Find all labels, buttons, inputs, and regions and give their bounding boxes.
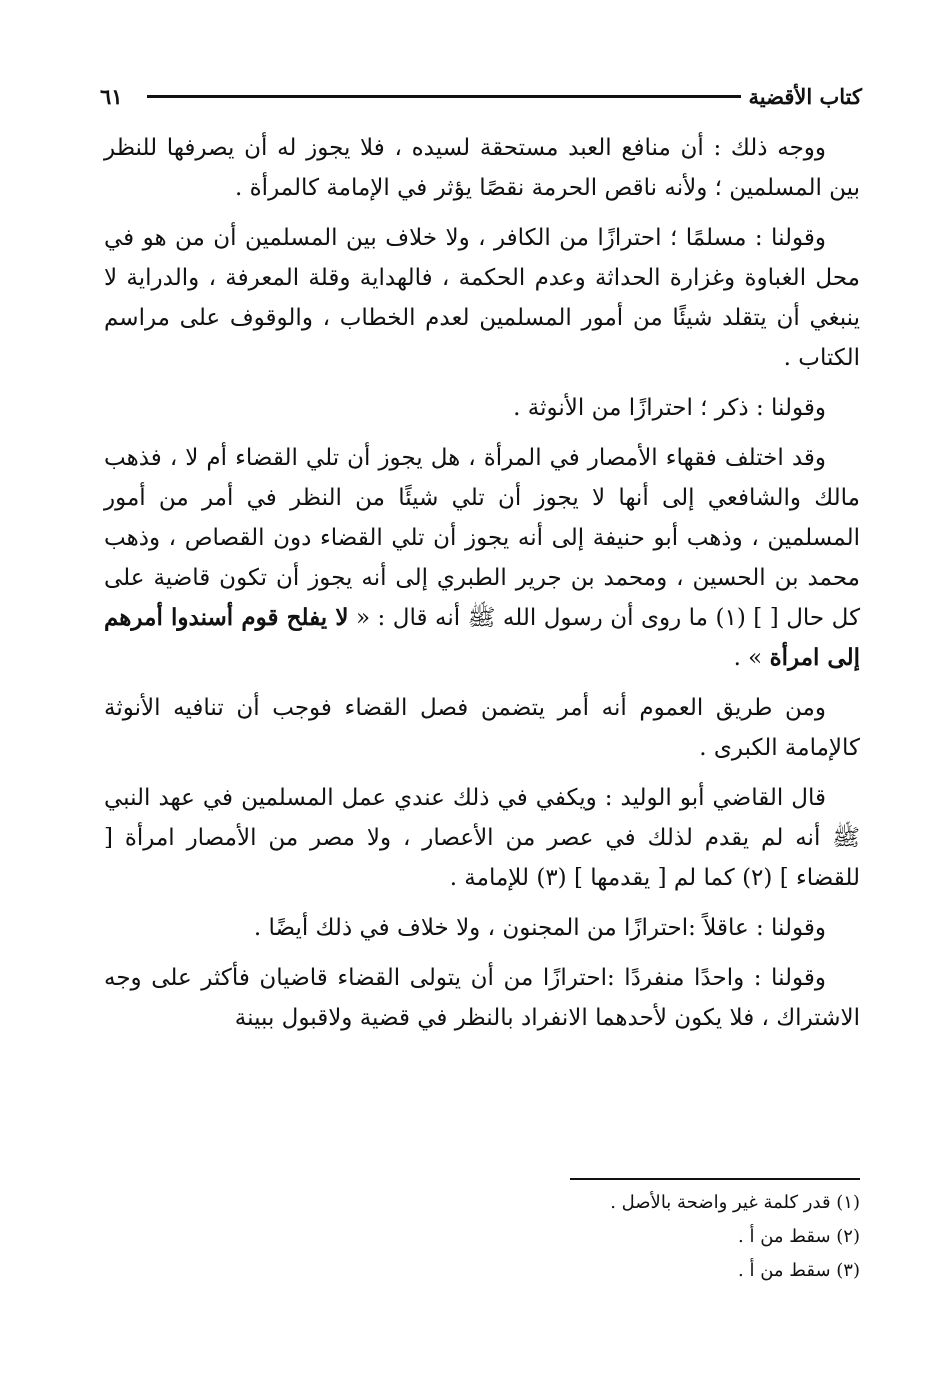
body-text bbox=[104, 128, 860, 1048]
page-number: ٦١ bbox=[100, 83, 123, 109]
header-rule bbox=[147, 95, 741, 98]
paragraph-1: ووجه ذلك : أن منافع العبد مستحقة لسيده ، فلا يجوز له أن يصرفها للنظر بين المسلمين ؛ ولأنه ناقص الحرمة نقصًا يؤثر في الإمامة كالمرأة . bbox=[104, 135, 860, 201]
paragraph-7: وقولنا : عاقلاً :احترازًا من المجنون ، ولا خلاف في ذلك أيضًا . bbox=[253, 915, 826, 941]
hadith-quote: لا يفلح قوم أسندوا أمرهم إلى امرأة bbox=[104, 604, 860, 671]
paragraph-4-tail: » . bbox=[733, 645, 763, 671]
footnotes bbox=[104, 1186, 860, 1288]
running-header bbox=[100, 78, 862, 114]
paragraph-3: وقولنا : ذكر ؛ احترازًا من الأنوثة . bbox=[513, 395, 826, 421]
paragraph-4 bbox=[104, 438, 860, 678]
header-title: كتاب الأقضية bbox=[748, 83, 862, 109]
paragraph-2: وقولنا : مسلمًا ؛ احترازًا من الكافر ، ولا خلاف بين المسلمين أن من هو في محل الغباوة وغزارة الحداثة وعدم الحكمة ، فالهداية وقلة المعرفة ، والدراية لا ينبغي أن يتقلد شيئًا من أمور المسلمين لعدم الخطاب ، والوقوف على مراسم الكتاب . bbox=[104, 225, 860, 371]
paragraph-4-text: وقد اختلف فقهاء الأمصار في المرأة ، هل يجوز أن تلي القضاء أم لا ، فذهب مالك والشافعي إلى أنها لا يجوز أن تلي شيئًا من النظر في أمر من أمور المسلمين ، وذهب أبو حنيفة إلى أنه يجوز أن تلي القضاء دون القصاص ، وذهب محمد بن الحسين ، ومحمد بن جرير الطبري إلى أنه يجوز أن تكون قاضية على كل حال [ ] (١) ما روى أن رسول الله ﷺ أنه قال : « bbox=[104, 445, 861, 631]
paragraph-6: قال القاضي أبو الوليد : ويكفي في ذلك عندي عمل المسلمين في عهد النبي ﷺ أنه لم يقدم لذلك في عصر من الأعصار ، ولا مصر من الأمصار امرأة [ للقضاء ] (٢) كما لم [ يقدمها ] (٣) للإمامة . bbox=[104, 785, 860, 891]
paragraph-5: ومن طريق العموم أنه أمر يتضمن فصل القضاء فوجب أن تنافيه الأنوثة كالإمامة الكبرى . bbox=[104, 695, 860, 761]
footnote-1: (١) قدر كلمة غير واضحة بالأصل . bbox=[610, 1192, 860, 1213]
footnote-rule bbox=[570, 1178, 860, 1180]
footnote-2: (٢) سقط من أ . bbox=[738, 1226, 860, 1247]
paragraph-8: وقولنا : واحدًا منفردًا :احترازًا من أن يتولى القضاء قاضيان فأكثر على وجه الاشتراك ، فلا يكون لأحدهما الانفراد بالنظر في قضية ولاقبول ببينة bbox=[104, 965, 860, 1031]
footnote-3: (٣) سقط من أ . bbox=[738, 1260, 860, 1281]
